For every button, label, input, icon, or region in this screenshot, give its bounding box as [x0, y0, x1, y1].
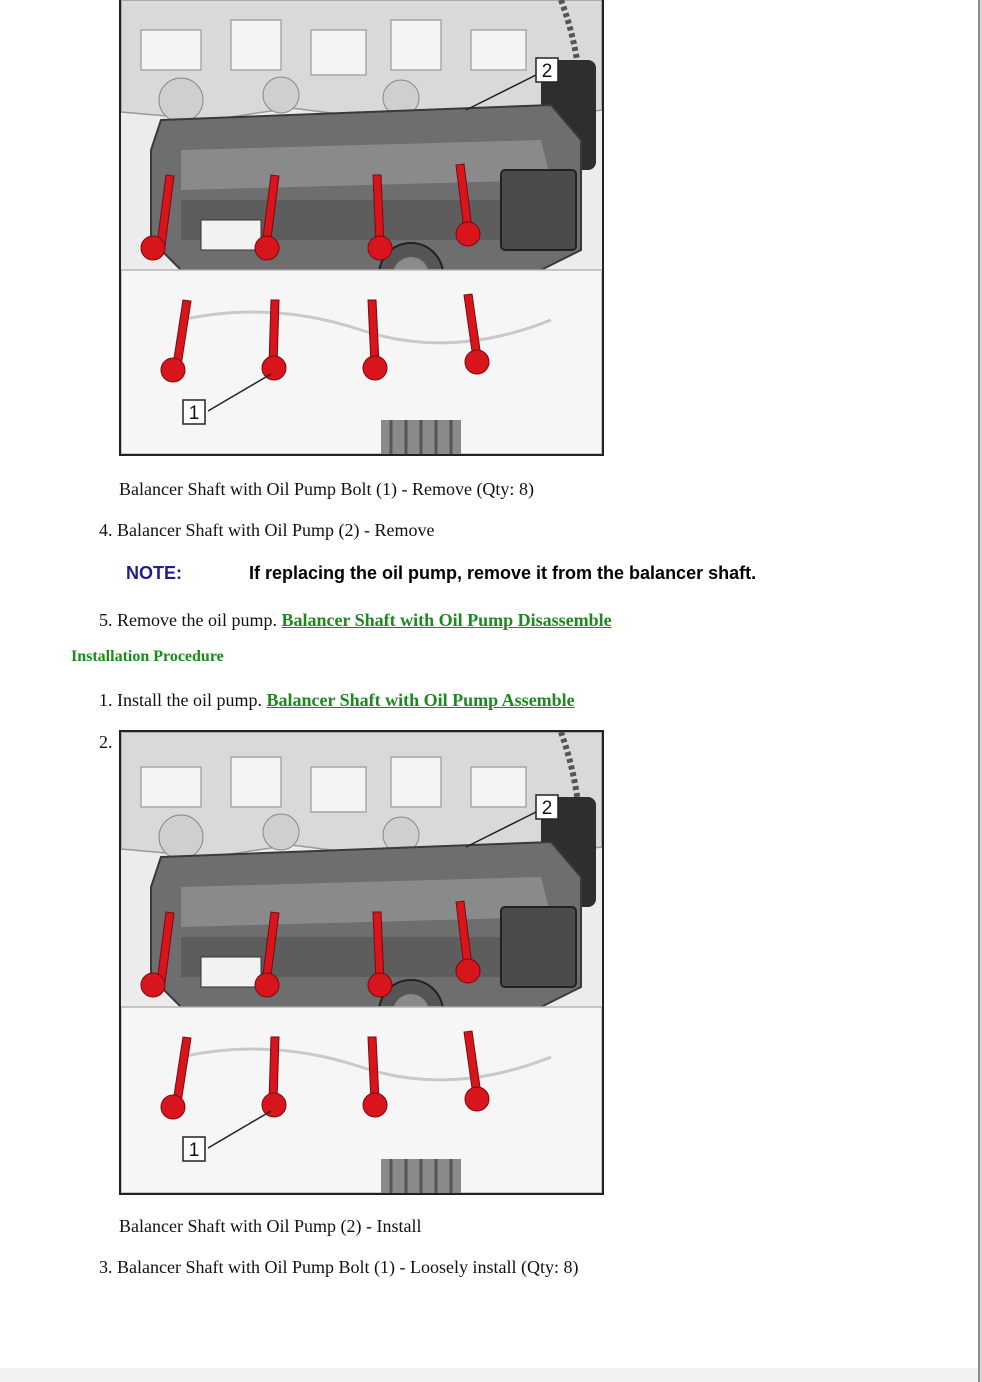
install-step-1-text: Install the oil pump.	[117, 690, 262, 710]
figure1-callout-2: 2	[541, 61, 553, 82]
figure1-caption: Balancer Shaft with Oil Pump Bolt (1) - Remove (Qty: 8)	[119, 479, 534, 499]
step-4-text: Balancer Shaft with Oil Pump (2) - Remove	[117, 520, 435, 540]
step-4	[99, 519, 434, 541]
assemble-link[interactable]: Balancer Shaft with Oil Pump Assemble	[266, 690, 575, 710]
step-4-number: 4.	[99, 520, 113, 540]
engine-illustration-install	[119, 730, 604, 1195]
install-step-3-text: Balancer Shaft with Oil Pump Bolt (1) - Loosely install (Qty: 8)	[117, 1257, 579, 1277]
note-text: If replacing the oil pump, remove it from the balancer shaft.	[249, 563, 757, 583]
note-label: NOTE:	[126, 563, 182, 583]
install-step-3-number: 3.	[99, 1257, 113, 1277]
figure1-callout-1: 1	[188, 403, 200, 424]
figure2-callout-1: 1	[188, 1140, 200, 1161]
engine-illustration-remove	[119, 0, 604, 456]
step-5-number: 5.	[99, 610, 113, 630]
engine-illustration-svg-2	[121, 732, 602, 1193]
figure2-caption: Balancer Shaft with Oil Pump (2) - Install	[119, 1216, 422, 1236]
figure2-callout-2: 2	[541, 798, 553, 819]
engine-illustration-svg	[121, 0, 602, 454]
step-5-text: Remove the oil pump.	[117, 610, 277, 630]
install-step-1-number: 1.	[99, 690, 113, 710]
install-step-3	[99, 1256, 578, 1278]
install-step-1	[99, 689, 575, 711]
install-step-2-number: 2.	[99, 732, 113, 752]
installation-procedure-heading: Installation Procedure	[71, 648, 224, 665]
page-bottom-band	[0, 1368, 978, 1382]
disassemble-link[interactable]: Balancer Shaft with Oil Pump Disassemble	[281, 610, 612, 630]
step-5	[99, 609, 612, 631]
